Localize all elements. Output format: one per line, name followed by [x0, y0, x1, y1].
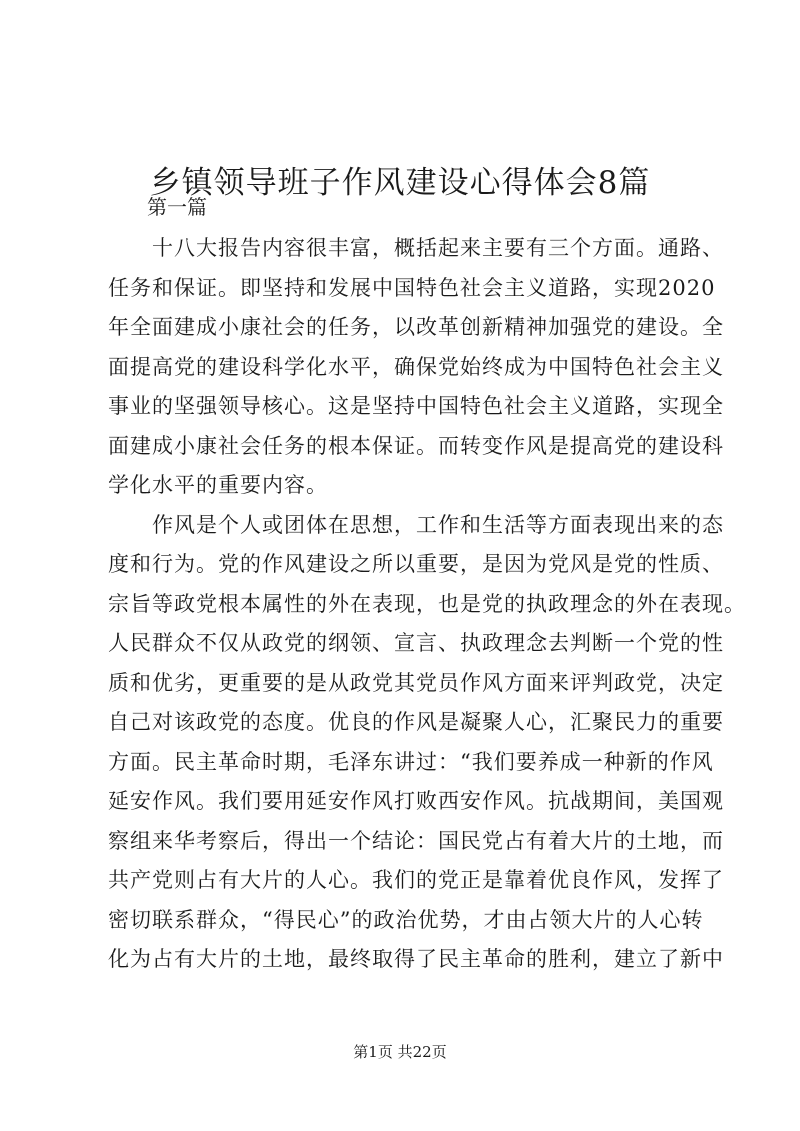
body-line: 质和优劣，更重要的是从政党其党员作风方面来评判政党，决定 — [108, 670, 724, 695]
body-line: 人民群众不仅从政党的纲领、宣言、执政理念去判断一个党的性 — [108, 631, 724, 655]
page-number-footer: 第1页 共22页 — [353, 1043, 447, 1061]
body-line: 年全面建成小康社会的任务，以改革创新精神加强党的建设。全 — [108, 315, 724, 339]
document-title: 乡镇领导班子作风建设心得体会8篇 — [149, 164, 651, 201]
body-line: 共产党则占有大片的人心。我们的党正是靠着优良作风，发挥了 — [108, 868, 724, 892]
section-heading: 第一篇 — [147, 195, 207, 219]
body-line: 十八大报告内容很丰富，概括起来主要有三个方面。通路、 — [108, 236, 724, 260]
body-line: 密切联系群众，“得民心”的政治优势，才由占领大片的人心转 — [108, 907, 704, 932]
body-line: 方面。民主革命时期，毛泽东讲过：“我们要养成一种新的作风 — [108, 749, 714, 774]
body-line: 面提高党的建设科学化水平，确保党始终成为中国特色社会主义 — [108, 354, 724, 379]
body-line: 化为占有大片的土地，最终取得了民主革命的胜利，建立了新中 — [108, 947, 724, 971]
body-line: 任务和保证。即坚持和发展中国特色社会主义道路，实现2020 — [108, 275, 716, 300]
body-line: 延安作风。我们要用延安作风打败西安作风。抗战期间，美国观 — [108, 789, 724, 813]
body-line: 事业的坚强领导核心。这是坚持中国特色社会主义道路，实现全 — [108, 394, 724, 418]
body-line: 作风是个人或团体在思想，工作和生活等方面表现出来的态 — [108, 512, 724, 537]
body-line: 面建成小康社会任务的根本保证。而转变作风是提高党的建设科 — [108, 433, 724, 458]
body-line: 宗旨等政党根本属性的外在表现，也是党的执政理念的外在表现。 — [108, 591, 746, 616]
body-line: 察组来华考察后，得出一个结论：国民党占有着大片的土地，而 — [108, 828, 724, 853]
body-line: 学化水平的重要内容。 — [108, 473, 328, 497]
body-line: 自己对该政党的态度。优良的作风是凝聚人心，汇聚民力的重要 — [108, 710, 724, 734]
body-line: 度和行为。党的作风建设之所以重要，是因为党风是党的性质、 — [108, 552, 724, 576]
